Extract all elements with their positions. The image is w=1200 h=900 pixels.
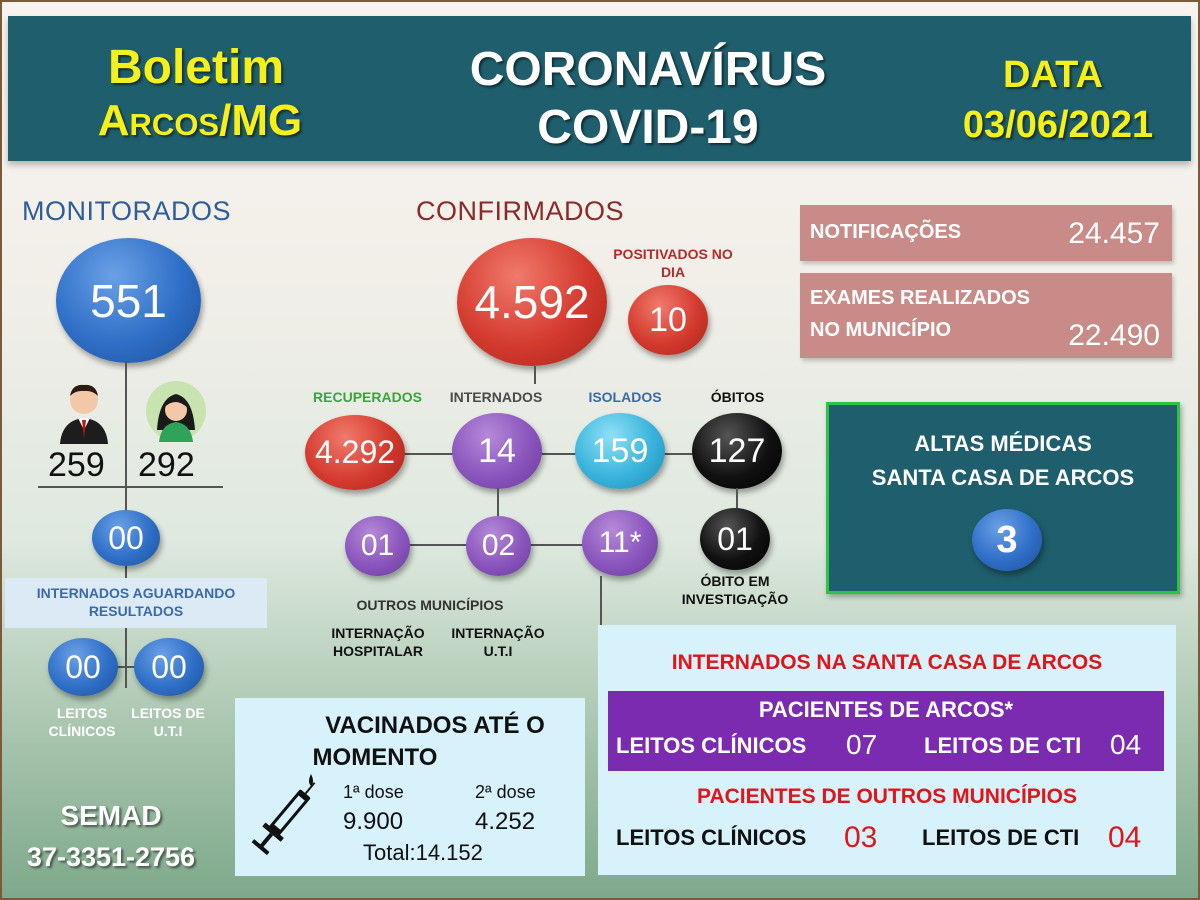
pacientes-arcos-title: PACIENTES DE ARCOS* xyxy=(758,697,1014,722)
divider xyxy=(38,486,223,488)
date-value: 03/06/2021 xyxy=(962,104,1154,146)
internacao-uti-label: INTERNAÇÃO U.T.I xyxy=(451,625,545,659)
boletim-title: Boletim xyxy=(107,41,284,94)
confirmados-title: CONFIRMADOS xyxy=(416,196,624,226)
aguardando-box xyxy=(5,578,267,628)
main-title-line2: COVID-19 xyxy=(537,101,759,154)
obito-investigacao-count: 01 xyxy=(700,508,770,570)
aguardando-count: 00 xyxy=(92,510,160,566)
semad-label: SEMAD xyxy=(60,800,162,831)
vacinados-box xyxy=(235,698,585,876)
altas-line1: ALTAS MÉDICAS xyxy=(914,431,1092,456)
city-name: Arcos/MG xyxy=(97,96,303,145)
dose2-value: 4.252 xyxy=(475,808,536,835)
internacao-uti-count: 02 xyxy=(466,516,531,576)
obito-investigacao-label: ÓBITO EM INVESTIGAÇÃO xyxy=(681,573,789,607)
altas-line2: SANTA CASA DE ARCOS xyxy=(871,465,1135,490)
header-banner xyxy=(8,16,1191,161)
vacinados-title-2: MOMENTO xyxy=(312,744,438,771)
positivados-label: POSITIVADOS NO DIA xyxy=(613,246,733,280)
notificacoes-box xyxy=(800,205,1172,261)
recuperados-count: 4.292 xyxy=(305,415,405,490)
exames-box xyxy=(800,273,1172,358)
outros-municipios-title: PACIENTES DE OUTROS MUNICÍPIOS xyxy=(697,785,1077,808)
pacientes-arcos-band xyxy=(608,691,1164,771)
internados-count: 14 xyxy=(452,413,542,489)
outros-municipios-count: 01 xyxy=(345,516,410,576)
obitos-count: 127 xyxy=(692,413,782,489)
date-label: DATA xyxy=(1003,54,1103,96)
exames-label-1: EXAMES REALIZADOS xyxy=(810,287,1031,309)
outros-cti-value: 04 xyxy=(1108,821,1142,854)
exames-label-2: NO MUNICÍPIO xyxy=(810,319,952,341)
connector xyxy=(497,488,499,516)
internacao-hosp-count: 11* xyxy=(582,510,658,576)
leitos-clinicos-label: LEITOS CLÍNICOS xyxy=(48,705,116,739)
isolados-label: ISOLADOS xyxy=(588,389,662,405)
dose1-label: 1ª dose xyxy=(343,782,404,802)
monitorados-men: 259 xyxy=(48,446,105,484)
isolados-count: 159 xyxy=(575,413,665,489)
internados-label: INTERNADOS xyxy=(449,389,543,405)
monitorados-title: MONITORADOS xyxy=(22,196,232,226)
dose1-value: 9.900 xyxy=(343,808,404,835)
monitorados-total: 551 xyxy=(56,238,201,363)
recuperados-label: RECUPERADOS xyxy=(313,389,422,405)
outros-clinicos-value: 03 xyxy=(844,821,878,854)
arcos-clinicos-label: LEITOS CLÍNICOS xyxy=(616,733,807,758)
santa-casa-title: INTERNADOS NA SANTA CASA DE ARCOS xyxy=(671,651,1103,674)
dose2-label: 2ª dose xyxy=(475,782,536,802)
syringe-icon xyxy=(245,768,325,868)
connector xyxy=(125,362,127,512)
aguardando-label: INTERNADOS AGUARDANDO RESULTADOS xyxy=(36,585,236,619)
altas-medicas-box xyxy=(826,402,1180,594)
outros-cti-label: LEITOS DE CTI xyxy=(922,825,1080,850)
vacinados-total: Total:14.152 xyxy=(363,840,483,865)
outros-clinicos-label: LEITOS CLÍNICOS xyxy=(616,825,807,850)
phone-number: 37-3351-2756 xyxy=(26,842,196,872)
notificacoes-value: 24.457 xyxy=(1068,217,1160,250)
arcos-cti-value: 04 xyxy=(1110,729,1142,760)
vacinados-title-1: VACINADOS ATÉ O xyxy=(325,712,545,739)
obitos-label: ÓBITOS xyxy=(710,389,765,405)
arcos-cti-label: LEITOS DE CTI xyxy=(924,733,1082,758)
leitos-uti-label: LEITOS DE U.T.I xyxy=(131,705,205,739)
connector xyxy=(125,628,127,688)
arcos-clinicos-value: 07 xyxy=(846,729,878,760)
connector xyxy=(534,366,536,384)
altas-value: 3 xyxy=(972,509,1042,571)
woman-icon xyxy=(145,380,207,442)
santa-casa-box xyxy=(598,625,1176,875)
exames-value: 22.490 xyxy=(1068,319,1160,352)
monitorados-women: 292 xyxy=(138,446,195,484)
leitos-uti-count: 00 xyxy=(134,638,204,696)
positivados-count: 10 xyxy=(628,285,708,355)
outros-municipios-label: OUTROS MUNICÍPIOS xyxy=(356,597,504,613)
notificacoes-label: NOTIFICAÇÕES xyxy=(810,221,962,243)
internacao-hospitalar-label: INTERNAÇÃO HOSPITALAR xyxy=(331,625,425,659)
leitos-clinicos-count: 00 xyxy=(48,638,118,696)
main-title-line1: CORONAVÍRUS xyxy=(469,43,827,96)
confirmados-total: 4.592 xyxy=(457,238,607,366)
man-icon xyxy=(56,380,112,444)
connector xyxy=(736,488,738,510)
